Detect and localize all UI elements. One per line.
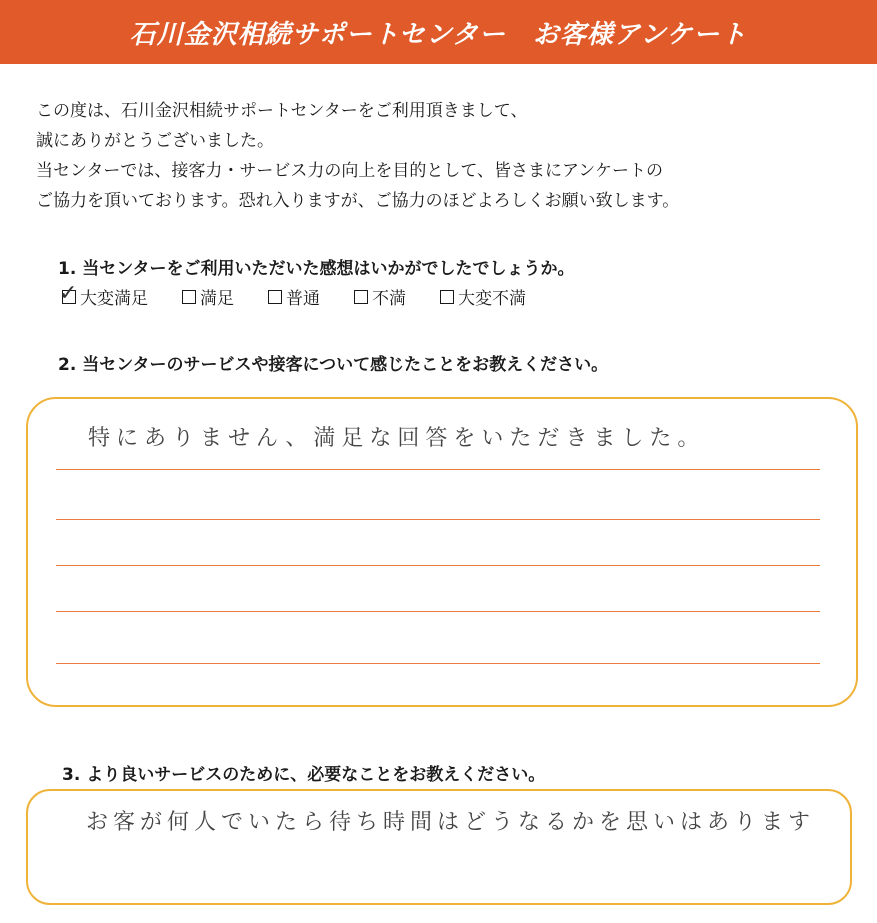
option-label: 大変満足 xyxy=(80,289,148,309)
option-label: 不満 xyxy=(372,289,406,309)
option-neutral[interactable] xyxy=(268,284,320,309)
answer-box-2[interactable] xyxy=(26,397,858,707)
intro-line: ご協力を頂いております。恐れ入りますが、ご協力のほどよろしくお願い致します。 xyxy=(36,191,680,211)
checkbox[interactable] xyxy=(354,290,368,304)
intro-line: 誠にありがとうございました。 xyxy=(36,131,274,151)
checkbox-checked[interactable] xyxy=(59,280,78,306)
handwritten-answer-3: お客が何人でいたら待ち時間はどうなるかを思いはあります xyxy=(86,810,816,835)
checkbox[interactable] xyxy=(268,290,282,304)
handwritten-answer-2: 特にありません、満足な回答をいただきました。 xyxy=(88,426,706,451)
checkbox[interactable] xyxy=(182,290,196,304)
question-1: 1. 当センターをご利用いただいた感想はいかがでしたでしょうか。 xyxy=(58,259,575,279)
ruled-line xyxy=(56,565,820,566)
ruled-line xyxy=(56,469,820,470)
option-label: 大変不満 xyxy=(458,289,526,309)
survey-title: 石川金沢相続サポートセンター お客様アンケート xyxy=(129,19,748,50)
ruled-line xyxy=(56,663,820,664)
question-2: 2. 当センターのサービスや接客について感じたことをお教えください。 xyxy=(58,355,609,375)
checkbox[interactable] xyxy=(440,290,454,304)
header-banner xyxy=(0,0,877,64)
option-very-satisfied[interactable] xyxy=(59,280,148,309)
answer-box-3[interactable] xyxy=(26,789,852,905)
question-3: 3. より良いサービスのために、必要なことをお教えください。 xyxy=(62,765,546,785)
satisfaction-options xyxy=(59,280,526,309)
intro-line: この度は、石川金沢相続サポートセンターをご利用頂きまして、 xyxy=(36,101,528,121)
option-satisfied[interactable] xyxy=(182,284,234,309)
intro-line: 当センターでは、接客力・サービス力の向上を目的として、皆さまにアンケートの xyxy=(36,161,663,181)
option-label: 満足 xyxy=(200,289,234,309)
option-label: 普通 xyxy=(286,289,320,309)
option-dissatisfied[interactable] xyxy=(354,284,406,309)
ruled-line xyxy=(56,519,820,520)
option-very-dissatisfied[interactable] xyxy=(440,284,526,309)
ruled-line xyxy=(56,611,820,612)
check-mark-icon: ✓ xyxy=(59,280,78,306)
intro-text xyxy=(36,96,856,216)
